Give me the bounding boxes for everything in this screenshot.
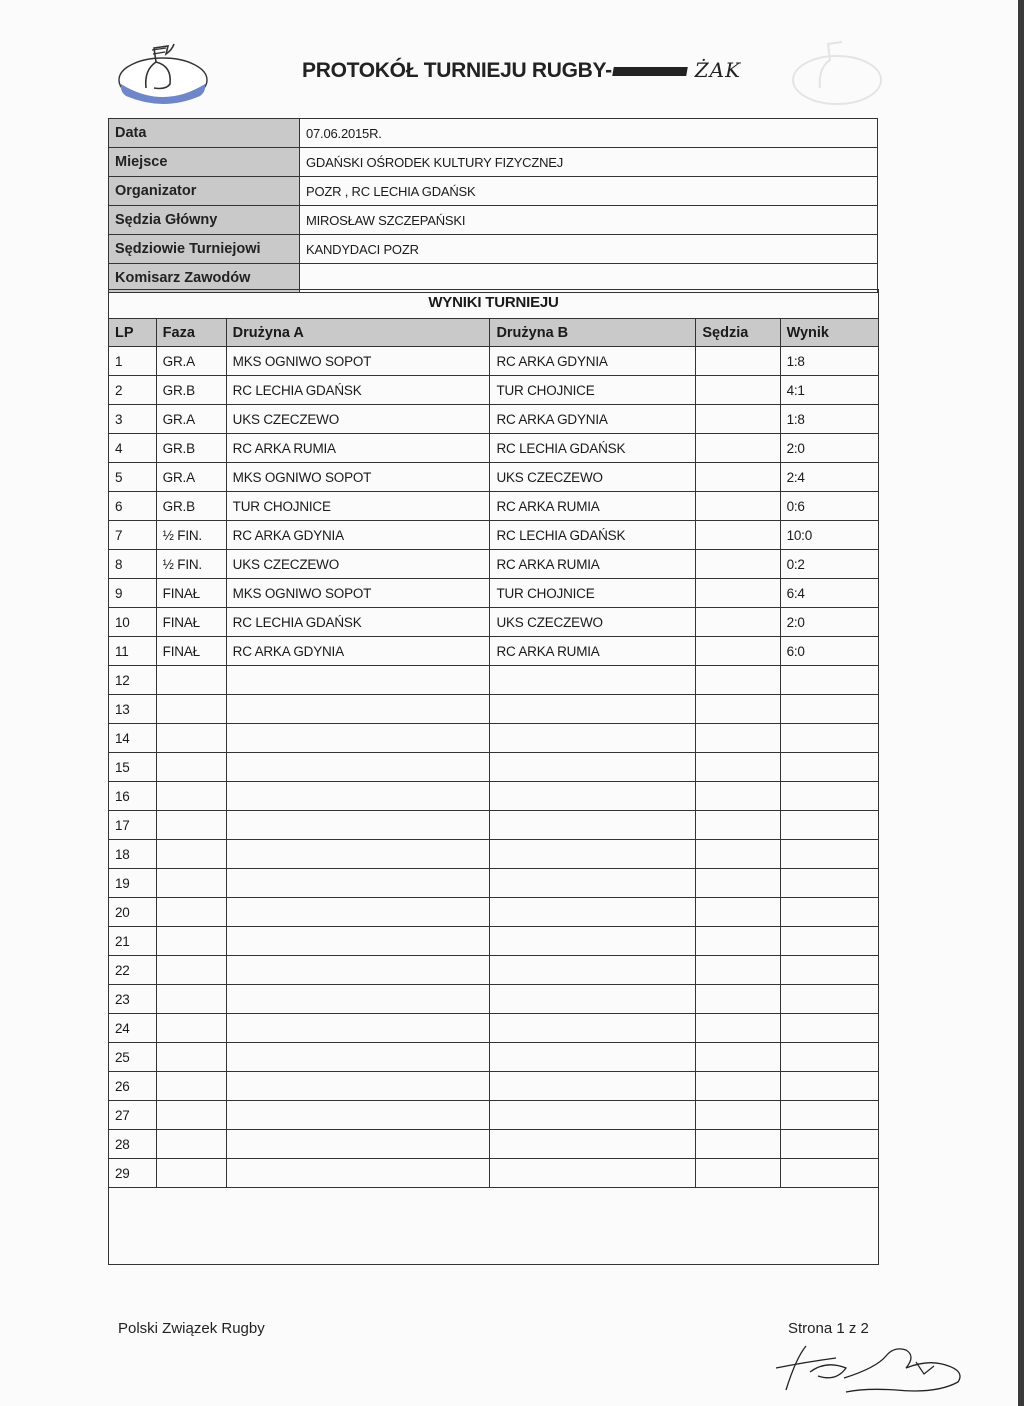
cell-score [780, 666, 878, 695]
cell-team-b: RC ARKA RUMIA [490, 492, 696, 521]
cell-lp: 22 [109, 956, 157, 985]
info-row [109, 206, 878, 235]
cell-score [780, 898, 878, 927]
cell-score [780, 1072, 878, 1101]
cell-phase [156, 1101, 226, 1130]
cell-lp: 18 [109, 840, 157, 869]
cell-phase [156, 840, 226, 869]
cell-referee [696, 753, 780, 782]
info-label: Sędzia Główny [109, 206, 300, 235]
cell-phase: ½ FIN. [156, 550, 226, 579]
cell-lp: 10 [109, 608, 157, 637]
cell-lp: 6 [109, 492, 157, 521]
cell-score [780, 1014, 878, 1043]
cell-team-a: RC LECHIA GDAŃSK [226, 608, 490, 637]
cell-lp: 19 [109, 869, 157, 898]
cell-lp: 11 [109, 637, 157, 666]
cell-team-a [226, 956, 490, 985]
cell-team-a: RC ARKA RUMIA [226, 434, 490, 463]
cell-team-b [490, 1043, 696, 1072]
cell-lp: 8 [109, 550, 157, 579]
cell-team-b [490, 1130, 696, 1159]
cell-score [780, 1130, 878, 1159]
cell-score: 0:6 [780, 492, 878, 521]
info-row [109, 148, 878, 177]
cell-team-b: RC ARKA RUMIA [490, 550, 696, 579]
cell-referee [696, 811, 780, 840]
info-label: Data [109, 119, 300, 148]
cell-referee [696, 956, 780, 985]
cell-lp: 25 [109, 1043, 157, 1072]
cell-team-b [490, 927, 696, 956]
cell-score [780, 869, 878, 898]
table-row [109, 492, 879, 521]
cell-lp: 16 [109, 782, 157, 811]
cell-lp: 14 [109, 724, 157, 753]
document-title [302, 58, 822, 83]
cell-referee [696, 521, 780, 550]
handwritten-signature [766, 1338, 976, 1396]
cell-team-b [490, 840, 696, 869]
cell-phase: ½ FIN. [156, 521, 226, 550]
table-row [109, 550, 879, 579]
cell-phase [156, 869, 226, 898]
cell-score [780, 1159, 878, 1188]
cell-referee [696, 1014, 780, 1043]
cell-referee [696, 695, 780, 724]
cell-referee [696, 550, 780, 579]
cell-team-a [226, 1101, 490, 1130]
cell-team-b: UKS CZECZEWO [490, 608, 696, 637]
cell-phase: GR.A [156, 463, 226, 492]
cell-referee [696, 1072, 780, 1101]
cell-referee [696, 637, 780, 666]
cell-score [780, 956, 878, 985]
cell-team-a [226, 869, 490, 898]
cell-referee [696, 1159, 780, 1188]
col-header-score: Wynik [780, 319, 878, 347]
cell-team-a: RC ARKA GDYNIA [226, 521, 490, 550]
cell-phase [156, 695, 226, 724]
cell-phase [156, 1159, 226, 1188]
cell-team-a [226, 898, 490, 927]
cell-referee [696, 1101, 780, 1130]
cell-lp: 9 [109, 579, 157, 608]
cell-referee [696, 927, 780, 956]
info-row [109, 177, 878, 206]
cell-score [780, 724, 878, 753]
cell-score [780, 782, 878, 811]
cell-team-a [226, 1014, 490, 1043]
cell-referee [696, 1043, 780, 1072]
table-row [109, 347, 879, 376]
cell-referee [696, 1130, 780, 1159]
cell-team-b: UKS CZECZEWO [490, 463, 696, 492]
cell-team-a: RC ARKA GDYNIA [226, 637, 490, 666]
cell-phase [156, 1014, 226, 1043]
table-row [109, 1014, 879, 1043]
results-title: WYNIKI TURNIEJU [428, 294, 559, 311]
cell-phase: GR.B [156, 434, 226, 463]
cell-team-a: TUR CHOJNICE [226, 492, 490, 521]
footer-page-number: Strona 1 z 2 [788, 1320, 869, 1337]
cell-lp: 5 [109, 463, 157, 492]
table-row [109, 608, 879, 637]
cell-lp: 7 [109, 521, 157, 550]
scan-edge [1018, 0, 1024, 1406]
cell-lp: 28 [109, 1130, 157, 1159]
cell-phase: FINAŁ [156, 637, 226, 666]
cell-lp: 21 [109, 927, 157, 956]
col-header-team-b: Drużyna B [490, 319, 696, 347]
cell-score: 6:0 [780, 637, 878, 666]
cell-team-a [226, 927, 490, 956]
table-row [109, 985, 879, 1014]
cell-phase: FINAŁ [156, 579, 226, 608]
cell-phase [156, 956, 226, 985]
cell-lp: 26 [109, 1072, 157, 1101]
cell-team-b: RC ARKA RUMIA [490, 637, 696, 666]
results-header-row [109, 319, 879, 347]
cell-lp: 29 [109, 1159, 157, 1188]
table-row [109, 1101, 879, 1130]
table-row [109, 376, 879, 405]
cell-score: 0:2 [780, 550, 878, 579]
cell-score [780, 753, 878, 782]
cell-team-a [226, 1159, 490, 1188]
cell-referee [696, 840, 780, 869]
cell-phase: GR.B [156, 492, 226, 521]
cell-phase [156, 1072, 226, 1101]
cell-lp: 27 [109, 1101, 157, 1130]
cell-lp: 20 [109, 898, 157, 927]
cell-team-a [226, 666, 490, 695]
cell-team-b [490, 695, 696, 724]
cell-team-b [490, 985, 696, 1014]
info-value: 07.06.2015R. [300, 119, 878, 148]
cell-team-b [490, 724, 696, 753]
table-row [109, 405, 879, 434]
cell-phase: GR.A [156, 347, 226, 376]
cell-team-a [226, 782, 490, 811]
table-row [109, 1159, 879, 1188]
cell-team-b [490, 1159, 696, 1188]
cell-team-b: RC ARKA GDYNIA [490, 405, 696, 434]
cell-lp: 4 [109, 434, 157, 463]
results-table [108, 318, 879, 1188]
cell-referee [696, 376, 780, 405]
cell-phase [156, 985, 226, 1014]
title-handwritten: ŻAK [694, 58, 742, 82]
cell-team-a [226, 695, 490, 724]
cell-team-a [226, 1043, 490, 1072]
table-row [109, 1130, 879, 1159]
cell-score: 4:1 [780, 376, 878, 405]
title-prefix: PROTOKÓŁ TURNIEJU RUGBY- [302, 59, 612, 82]
cell-score [780, 1101, 878, 1130]
col-header-faza: Faza [156, 319, 226, 347]
table-row [109, 811, 879, 840]
cell-referee [696, 463, 780, 492]
cell-team-a [226, 1072, 490, 1101]
cell-referee [696, 608, 780, 637]
cell-phase [156, 782, 226, 811]
cell-team-b [490, 1072, 696, 1101]
cell-score: 2:0 [780, 434, 878, 463]
cell-team-b [490, 1014, 696, 1043]
cell-team-b [490, 753, 696, 782]
cell-lp: 23 [109, 985, 157, 1014]
cell-team-a [226, 1130, 490, 1159]
cell-score: 1:8 [780, 405, 878, 434]
cell-referee [696, 666, 780, 695]
cell-team-a [226, 753, 490, 782]
cell-phase: FINAŁ [156, 608, 226, 637]
cell-team-a: MKS OGNIWO SOPOT [226, 579, 490, 608]
cell-team-b [490, 898, 696, 927]
cell-lp: 1 [109, 347, 157, 376]
cell-team-b [490, 869, 696, 898]
table-row [109, 782, 879, 811]
info-label: Miejsce [109, 148, 300, 177]
cell-team-b [490, 956, 696, 985]
cell-score [780, 927, 878, 956]
cell-phase [156, 666, 226, 695]
cell-referee [696, 724, 780, 753]
cell-score: 2:0 [780, 608, 878, 637]
table-row [109, 869, 879, 898]
cell-phase [156, 898, 226, 927]
cell-referee [696, 434, 780, 463]
cell-referee [696, 985, 780, 1014]
cell-phase [156, 1043, 226, 1072]
info-row [109, 119, 878, 148]
cell-score [780, 811, 878, 840]
table-row [109, 463, 879, 492]
table-row [109, 898, 879, 927]
cell-score [780, 985, 878, 1014]
cell-phase: GR.A [156, 405, 226, 434]
cell-lp: 12 [109, 666, 157, 695]
cell-referee [696, 898, 780, 927]
cell-team-a: UKS CZECZEWO [226, 550, 490, 579]
cell-team-a [226, 724, 490, 753]
table-row [109, 956, 879, 985]
cell-team-a: MKS OGNIWO SOPOT [226, 347, 490, 376]
cell-lp: 17 [109, 811, 157, 840]
info-table [108, 118, 878, 293]
info-row [109, 235, 878, 264]
cell-score [780, 695, 878, 724]
cell-team-b: TUR CHOJNICE [490, 376, 696, 405]
cell-score: 2:4 [780, 463, 878, 492]
table-row [109, 695, 879, 724]
col-header-referee: Sędzia [696, 319, 780, 347]
table-row [109, 724, 879, 753]
cell-referee [696, 782, 780, 811]
table-row [109, 1072, 879, 1101]
table-row [109, 666, 879, 695]
cell-team-a [226, 985, 490, 1014]
cell-team-b [490, 1101, 696, 1130]
info-value: MIROSŁAW SZCZEPAŃSKI [300, 206, 878, 235]
cell-team-a: RC LECHIA GDAŃSK [226, 376, 490, 405]
cell-lp: 2 [109, 376, 157, 405]
cell-lp: 3 [109, 405, 157, 434]
footer-organization: Polski Związek Rugby [118, 1320, 265, 1337]
cell-referee [696, 347, 780, 376]
cell-score: 10:0 [780, 521, 878, 550]
table-row [109, 753, 879, 782]
cell-score [780, 840, 878, 869]
cell-team-b [490, 666, 696, 695]
cell-score: 6:4 [780, 579, 878, 608]
cell-lp: 24 [109, 1014, 157, 1043]
cell-team-b [490, 782, 696, 811]
cell-lp: 15 [109, 753, 157, 782]
cell-team-a: UKS CZECZEWO [226, 405, 490, 434]
cell-team-b: RC LECHIA GDAŃSK [490, 521, 696, 550]
cell-team-a [226, 811, 490, 840]
table-row [109, 1043, 879, 1072]
info-label: Sędziowie Turniejowi [109, 235, 300, 264]
cell-score: 1:8 [780, 347, 878, 376]
cell-team-b: TUR CHOJNICE [490, 579, 696, 608]
eagle-logo-icon [116, 40, 210, 104]
cell-phase [156, 811, 226, 840]
cell-referee [696, 405, 780, 434]
table-row [109, 840, 879, 869]
cell-phase [156, 753, 226, 782]
cell-referee [696, 869, 780, 898]
cell-team-b: RC ARKA GDYNIA [490, 347, 696, 376]
info-label: Komisarz Zawodów [109, 264, 300, 293]
cell-team-b [490, 811, 696, 840]
info-value: KANDYDACI POZR [300, 235, 878, 264]
info-value: POZR , RC LECHIA GDAŃSK [300, 177, 878, 206]
cell-phase [156, 724, 226, 753]
cell-referee [696, 492, 780, 521]
table-row [109, 637, 879, 666]
cell-phase [156, 927, 226, 956]
table-row [109, 927, 879, 956]
cell-team-a [226, 840, 490, 869]
table-row [109, 521, 879, 550]
redacted-mark [612, 67, 688, 76]
col-header-lp: LP [109, 319, 157, 347]
cell-phase: GR.B [156, 376, 226, 405]
info-label: Organizator [109, 177, 300, 206]
cell-team-a: MKS OGNIWO SOPOT [226, 463, 490, 492]
info-value: GDAŃSKI OŚRODEK KULTURY FIZYCZNEJ [300, 148, 878, 177]
table-row [109, 434, 879, 463]
cell-team-b: RC LECHIA GDAŃSK [490, 434, 696, 463]
table-row [109, 579, 879, 608]
cell-lp: 13 [109, 695, 157, 724]
cell-referee [696, 579, 780, 608]
col-header-team-a: Drużyna A [226, 319, 490, 347]
cell-score [780, 1043, 878, 1072]
cell-phase [156, 1130, 226, 1159]
